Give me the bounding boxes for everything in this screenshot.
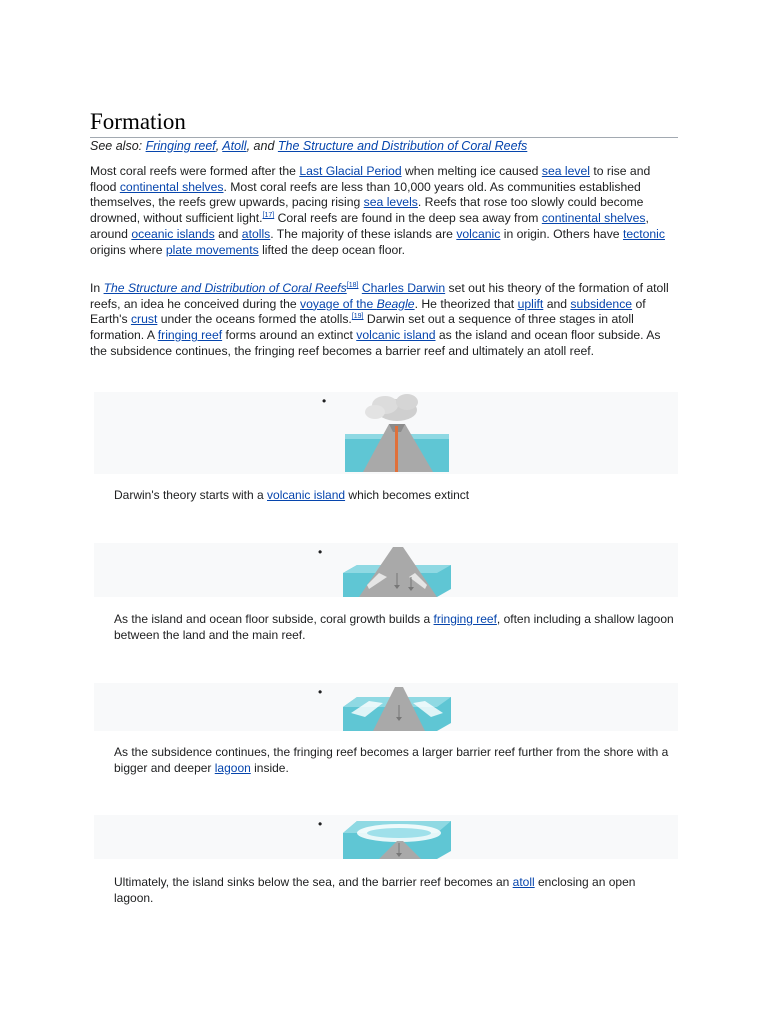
gallery-bullet: •	[318, 545, 323, 559]
citation-17[interactable]: [17]	[262, 212, 275, 220]
link-sea-level[interactable]: sea level	[541, 164, 590, 178]
link-oceanic-islands[interactable]: oceanic islands	[131, 226, 215, 241]
link-subsidence[interactable]: subsidence	[570, 296, 633, 311]
link-tectonic[interactable]: tectonic	[622, 226, 665, 241]
gallery-caption-1: Darwin's theory starts with a volcanic island which becomes extinct	[114, 488, 470, 502]
gallery-bullet: •	[322, 394, 327, 408]
link-uplift[interactable]: uplift	[517, 296, 544, 311]
link-crust[interactable]: crust	[130, 312, 158, 327]
atoll-diagram[interactable]	[339, 815, 455, 859]
link-continental-shelves[interactable]: continental shelves	[119, 179, 224, 194]
link-fringing-reef-caption[interactable]: fringing reef	[433, 612, 497, 626]
barrier-reef-diagram[interactable]	[339, 683, 455, 731]
link-atolls[interactable]: atolls	[241, 226, 271, 241]
link-charles-darwin[interactable]: Charles Darwin	[361, 281, 446, 295]
link-fringing-reef[interactable]: Fringing reef	[145, 139, 216, 153]
gallery-caption-2: As the island and ocean floor subside, coral growth builds a fringing reef, often including a shallow lagoon between the land and the main reef.	[114, 612, 674, 642]
citation-18[interactable]: [18]	[346, 281, 359, 289]
paragraph-1: Most coral reefs were formed after the Last Glacial Period when melting ice caused sea level to rise and flood continental shelves. Most coral reefs are less than 10,000 years old. As communities established themselves, the reefs grew upwards, pacing rising sea levels. Reefs that rose too slowly could become drowned, without sufficient light.[17] Coral reefs are found in the deep sea away from continental shelves, around oceanic islands and atolls. The majority of these islands are volcanic in origin. Others have tectonic origins where plate movements lifted the deep ocean floor.	[90, 164, 665, 257]
link-plate-movements[interactable]: plate movements	[165, 242, 259, 257]
link-structure-distribution[interactable]: The Structure and Distribution of Coral Reefs	[277, 139, 528, 153]
link-sea-levels[interactable]: sea levels	[363, 195, 418, 210]
paragraph-2: In The Structure and Distribution of Coral Reefs[18] Charles Darwin set out his theory of the formation of atoll reefs, an idea he conceived during the voyage of the Beagle. He theorized that uplift and subsidence of Earth's crust under the oceans formed the atolls.[19] Darwin set out a sequence of three stages in atoll formation. A fringing reef forms around an extinct volcanic island as the island and ocean floor subside. As the subsidence continues, the fringing reef becomes a barrier reef and ultimately an atoll reef.	[90, 281, 669, 358]
citation-19[interactable]: [19]	[351, 313, 364, 321]
link-lagoon[interactable]: lagoon	[214, 760, 251, 775]
link-structure-distribution-2[interactable]: The Structure and Distribution of Coral Reefs	[103, 281, 347, 295]
link-fringing-reef-2[interactable]: fringing reef	[157, 328, 223, 343]
link-voyage-beagle[interactable]: voyage of the Beagle	[300, 296, 415, 311]
volcanic-island-diagram[interactable]	[345, 392, 449, 472]
gallery-caption-3: As the subsidence continues, the fringing reef becomes a larger barrier reef further from the shore with a bigger and deeper lagoon inside.	[114, 745, 669, 775]
link-volcanic-island-caption[interactable]: volcanic island	[267, 488, 346, 502]
link-last-glacial-period[interactable]: Last Glacial Period	[299, 164, 402, 178]
link-atoll[interactable]: Atoll	[222, 139, 247, 153]
fringing-reef-diagram[interactable]	[339, 543, 455, 597]
gallery-bullet: •	[318, 685, 323, 699]
gallery-bullet: •	[318, 817, 323, 831]
section-heading: Formation	[90, 108, 678, 138]
link-volcanic-island[interactable]: volcanic island	[356, 328, 436, 343]
link-atoll-caption[interactable]: atoll	[512, 875, 535, 889]
link-continental-shelves-2[interactable]: continental shelves	[541, 211, 646, 226]
link-volcanic[interactable]: volcanic	[456, 226, 501, 241]
hatnote-prefix: See also:	[90, 139, 146, 153]
hatnote-sep: ,	[215, 139, 223, 153]
gallery-caption-4: Ultimately, the island sinks below the sea, and the barrier reef becomes an atoll enclosing an open lagoon.	[114, 875, 636, 905]
hatnote	[90, 139, 527, 153]
hatnote-sep: , and	[246, 139, 278, 153]
